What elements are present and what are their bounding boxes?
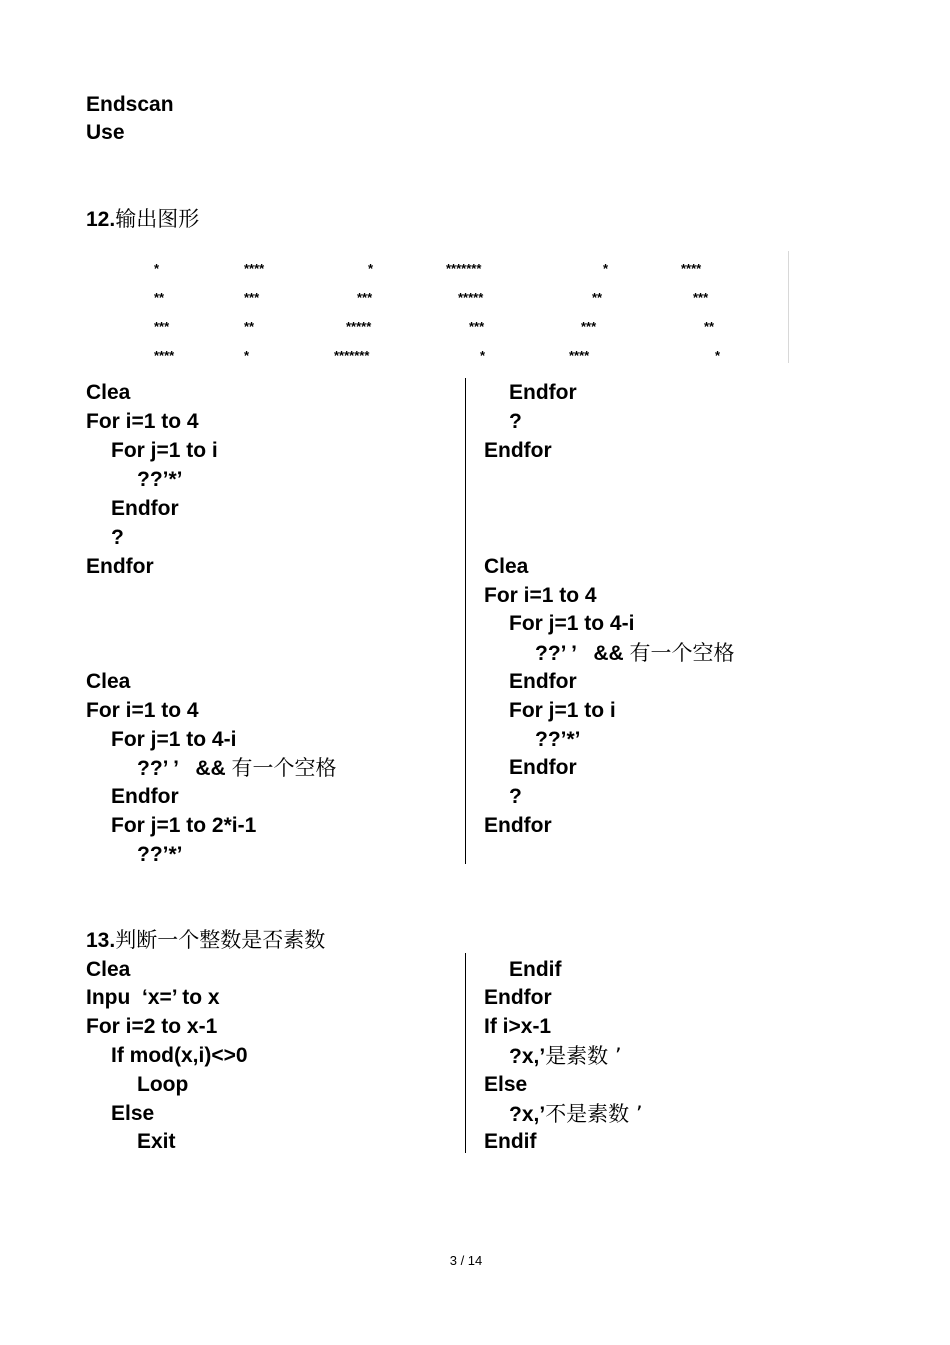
code-comment: 是素数 ’ — [545, 1044, 622, 1068]
code-line: Clea — [86, 958, 131, 981]
code-line: For j=1 to 4-i — [509, 612, 635, 635]
pattern-cell: **** — [244, 261, 265, 276]
code-text: ??’ ’ && — [535, 642, 630, 665]
code-line: Endfor — [86, 555, 154, 578]
code-line: Else — [111, 1102, 155, 1125]
code-line: For i=1 to 4 — [484, 584, 597, 607]
pattern-cell: ** — [704, 319, 715, 334]
code-comment: 有一个空格 — [231, 756, 337, 780]
pattern-cell: ** — [244, 319, 255, 334]
pattern-cell: * — [368, 261, 374, 276]
figure-border — [788, 251, 789, 363]
code-text: ??’ ’ && — [137, 757, 232, 780]
code-line: For j=1 to 2*i-1 — [111, 814, 257, 837]
code-line — [535, 641, 735, 666]
code-line: Endif — [484, 1130, 537, 1153]
code-line: For j=1 to i — [111, 439, 218, 462]
code-text: ?x,’ — [509, 1045, 546, 1068]
code-line — [509, 1044, 622, 1069]
pattern-cell: * — [154, 261, 160, 276]
code-line — [509, 1102, 643, 1127]
code-line: ? — [509, 410, 522, 433]
code-line: Clea — [86, 670, 131, 693]
code-line: Inpu ‘x=’ to x — [86, 986, 220, 1009]
code-comment: 不是素数 ’ — [545, 1102, 643, 1126]
code-line: Endfor — [484, 439, 552, 462]
code-line: If i>x-1 — [484, 1015, 552, 1038]
pattern-cell: ******* — [446, 261, 482, 276]
code-line: ??’*’ — [137, 843, 183, 866]
code-line: Endfor — [484, 814, 552, 837]
code-line: Else — [484, 1073, 528, 1096]
code-line: Clea — [484, 555, 529, 578]
page-number: 3 / 14 — [449, 1253, 483, 1268]
pattern-cell: ** — [592, 290, 603, 305]
code-line: For i=2 to x-1 — [86, 1015, 218, 1038]
code-line: Endfor — [111, 497, 179, 520]
pattern-cell: *** — [693, 290, 709, 305]
pattern-cell: ***** — [346, 319, 372, 334]
pattern-cell: * — [603, 261, 609, 276]
pattern-cell: ***** — [458, 290, 484, 305]
code-line: Endscan — [86, 93, 174, 116]
code-line: Endfor — [484, 986, 552, 1009]
pattern-cell: *** — [244, 290, 260, 305]
column-divider — [465, 378, 466, 864]
pattern-cell: *** — [357, 290, 373, 305]
section-title: 输出图形 — [115, 207, 200, 231]
section-13-heading — [86, 928, 325, 953]
code-line: Clea — [86, 381, 131, 404]
code-line: ? — [111, 526, 124, 549]
code-line: ? — [509, 785, 522, 808]
pattern-cell: ** — [154, 290, 165, 305]
code-line: For i=1 to 4 — [86, 410, 199, 433]
code-line: Endfor — [509, 381, 577, 404]
pattern-cell: ******* — [334, 348, 370, 363]
section-number: 12. — [86, 208, 116, 231]
code-line — [137, 756, 337, 781]
code-line: ??’*’ — [535, 728, 581, 751]
code-comment: 有一个空格 — [629, 641, 735, 665]
pattern-cell: *** — [154, 319, 170, 334]
code-text: ?x,’ — [509, 1103, 546, 1126]
code-line: For j=1 to i — [509, 699, 616, 722]
code-line: Endfor — [509, 670, 577, 693]
code-line: ??’*’ — [137, 468, 183, 491]
pattern-cell: **** — [569, 348, 590, 363]
code-line: Endfor — [509, 756, 577, 779]
code-line: Loop — [137, 1073, 189, 1096]
pattern-cell: * — [715, 348, 721, 363]
section-number: 13. — [86, 929, 116, 952]
code-line: For j=1 to 4-i — [111, 728, 237, 751]
pattern-cell: *** — [469, 319, 485, 334]
code-line: Exit — [137, 1130, 176, 1153]
pattern-cell: *** — [581, 319, 597, 334]
column-divider — [465, 953, 466, 1153]
pattern-cell: **** — [681, 261, 702, 276]
code-line: Endif — [509, 958, 562, 981]
code-line: Endfor — [111, 785, 179, 808]
code-line: Use — [86, 121, 125, 144]
section-12-heading — [86, 207, 199, 232]
pattern-cell: * — [244, 348, 250, 363]
code-line: For i=1 to 4 — [86, 699, 199, 722]
code-line: If mod(x,i)<>0 — [111, 1044, 248, 1067]
section-title: 判断一个整数是否素数 — [115, 928, 326, 952]
pattern-cell: * — [480, 348, 486, 363]
pattern-cell: **** — [154, 348, 175, 363]
